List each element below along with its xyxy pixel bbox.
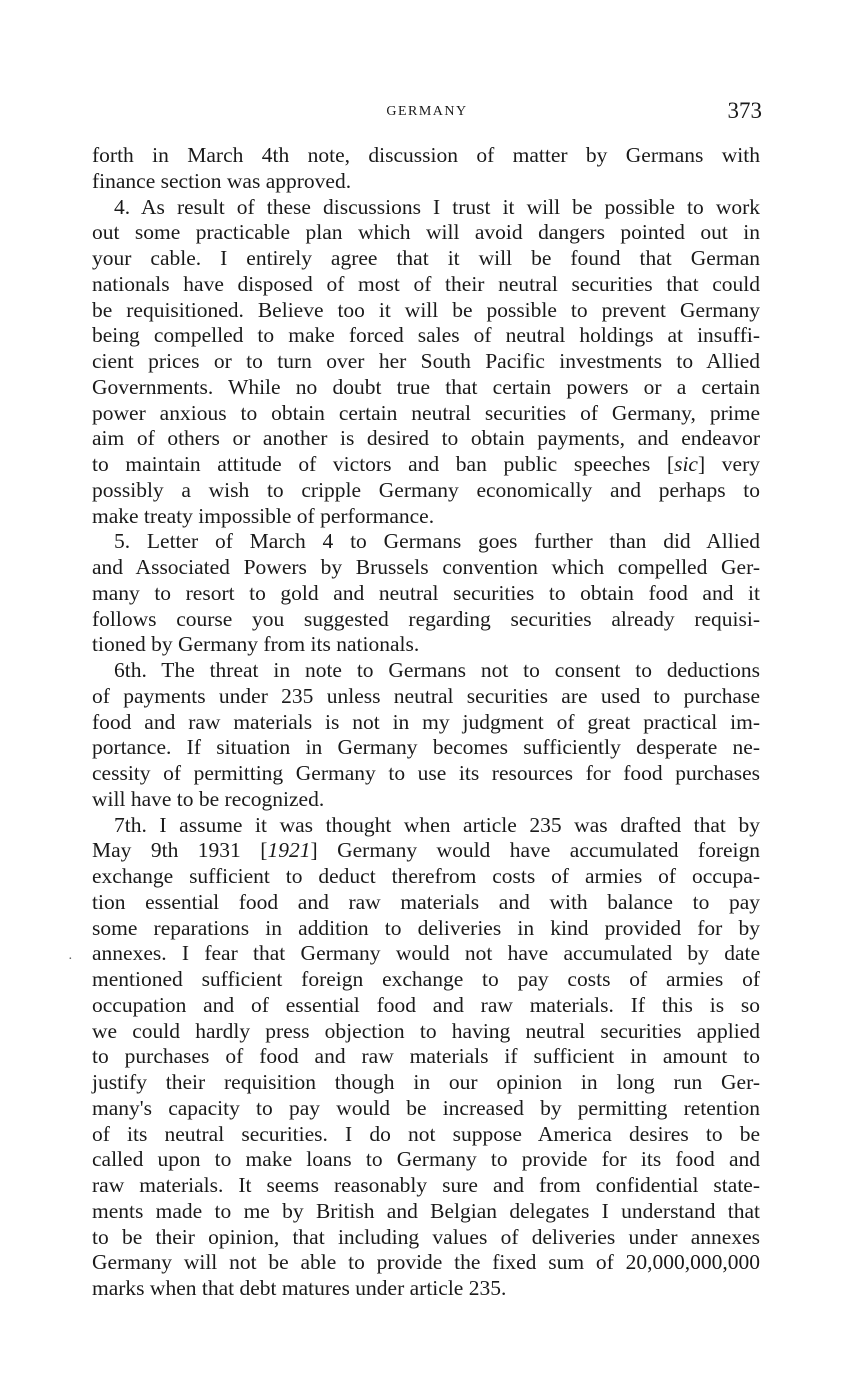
margin-dot: · xyxy=(68,952,73,967)
text-line: aim of others or another is desired to obtain payments, and endeavor xyxy=(92,426,760,451)
text-line: we could hardly press objection to having neutral securities applied xyxy=(92,1018,760,1043)
text-line: to be their opinion, that including values of deliveries under annexes xyxy=(92,1224,760,1249)
text-line: many to resort to gold and neutral securities to obtain food and it xyxy=(92,580,760,605)
text-line: some reparations in addition to deliveries in kind provided for by xyxy=(92,915,760,940)
text-line: portance. If situation in Germany becomes sufficiently desperate ne- xyxy=(92,735,760,760)
text-line: Germany will not be able to provide the fixed sum of 20,000,000,000 xyxy=(92,1250,760,1275)
text-line: finance section was approved. xyxy=(92,168,352,193)
text-line: annexes. I fear that Germany would not have accumulated by date xyxy=(92,941,760,966)
text-line: exchange sufficient to deduct therefrom costs of armies of occupa- xyxy=(92,864,760,888)
running-header-title: GERMANY xyxy=(386,104,468,119)
text-line: justify their requisition though in our opinion in long run Ger- xyxy=(92,1070,760,1094)
text-line: to purchases of food and raw materials if sufficient in amount to xyxy=(92,1044,760,1069)
text-line: nationals have disposed of most of their neutral securities that could xyxy=(92,271,760,296)
text-line: tion essential food and raw materials and with balance to pay xyxy=(92,889,760,914)
text-line: 7th. I assume it was thought when article 235 was drafted that by xyxy=(114,812,760,837)
text-line: cessity of permitting Germany to use its resources for food purchases xyxy=(92,761,760,785)
text-line: 6th. The threat in note to Germans not to consent to deductions xyxy=(114,658,760,682)
text-line: 5. Letter of March 4 to Germans goes further than did Allied xyxy=(114,529,760,554)
text-line: marks when that debt matures under article 235. xyxy=(92,1276,507,1300)
text-line: will have to be recognized. xyxy=(92,786,325,811)
text-line: be requisitioned. Believe too it will be possible to prevent Germany xyxy=(92,297,760,322)
text-line: raw materials. It seems reasonably sure and from confidential state- xyxy=(92,1173,760,1197)
text-line: food and raw materials is not in my judgment of great practical im- xyxy=(92,709,760,734)
page-number: 373 xyxy=(727,98,762,123)
text-line: power anxious to obtain certain neutral securities of Germany, prime xyxy=(92,400,760,425)
text-line: out some practicable plan which will avoid dangers pointed out in xyxy=(92,220,760,245)
text-line: of its neutral securities. I do not suppose America desires to be xyxy=(92,1121,760,1146)
text-line: called upon to make loans to Germany to provide for its food and xyxy=(92,1147,760,1172)
text-line: 4. As result of these discussions I trust it will be possible to work xyxy=(114,194,760,219)
text-line: tioned by Germany from its nationals. xyxy=(92,632,420,657)
text-line: mentioned sufficient foreign exchange to pay costs of armies of xyxy=(92,967,760,991)
text-line: many's capacity to pay would be increased by permitting retention xyxy=(92,1095,760,1120)
body-text xyxy=(92,143,760,1302)
text-line: Governments. While no doubt true that certain powers or a certain xyxy=(92,374,760,399)
text-line: occupation and of essential food and raw materials. If this is so xyxy=(92,992,760,1017)
text-line: cient prices or to turn over her South Pacific investments to Allied xyxy=(92,349,760,373)
text-line: make treaty impossible of performance. xyxy=(92,503,435,528)
text-line: May 9th 1931 [1921] Germany would have accumulated foreign xyxy=(92,838,760,863)
text-line: ments made to me by British and Belgian delegates I understand that xyxy=(92,1198,760,1223)
running-header xyxy=(92,98,762,128)
text-line: forth in March 4th note, discussion of matter by Germans with xyxy=(92,143,760,167)
text-line: and Associated Powers by Brussels convention which compelled Ger- xyxy=(92,555,760,579)
text-line: of payments under 235 unless neutral securities are used to purchase xyxy=(92,683,760,708)
text-line: possibly a wish to cripple Germany economically and perhaps to xyxy=(92,477,760,502)
text-line: follows course you suggested regarding securities already requisi- xyxy=(92,606,760,631)
text-line: your cable. I entirely agree that it will be found that German xyxy=(92,246,760,270)
text-line: being compelled to make forced sales of neutral holdings at insuffi- xyxy=(92,323,760,348)
text-line: to maintain attitude of victors and ban public speeches [sic] very xyxy=(92,452,761,476)
